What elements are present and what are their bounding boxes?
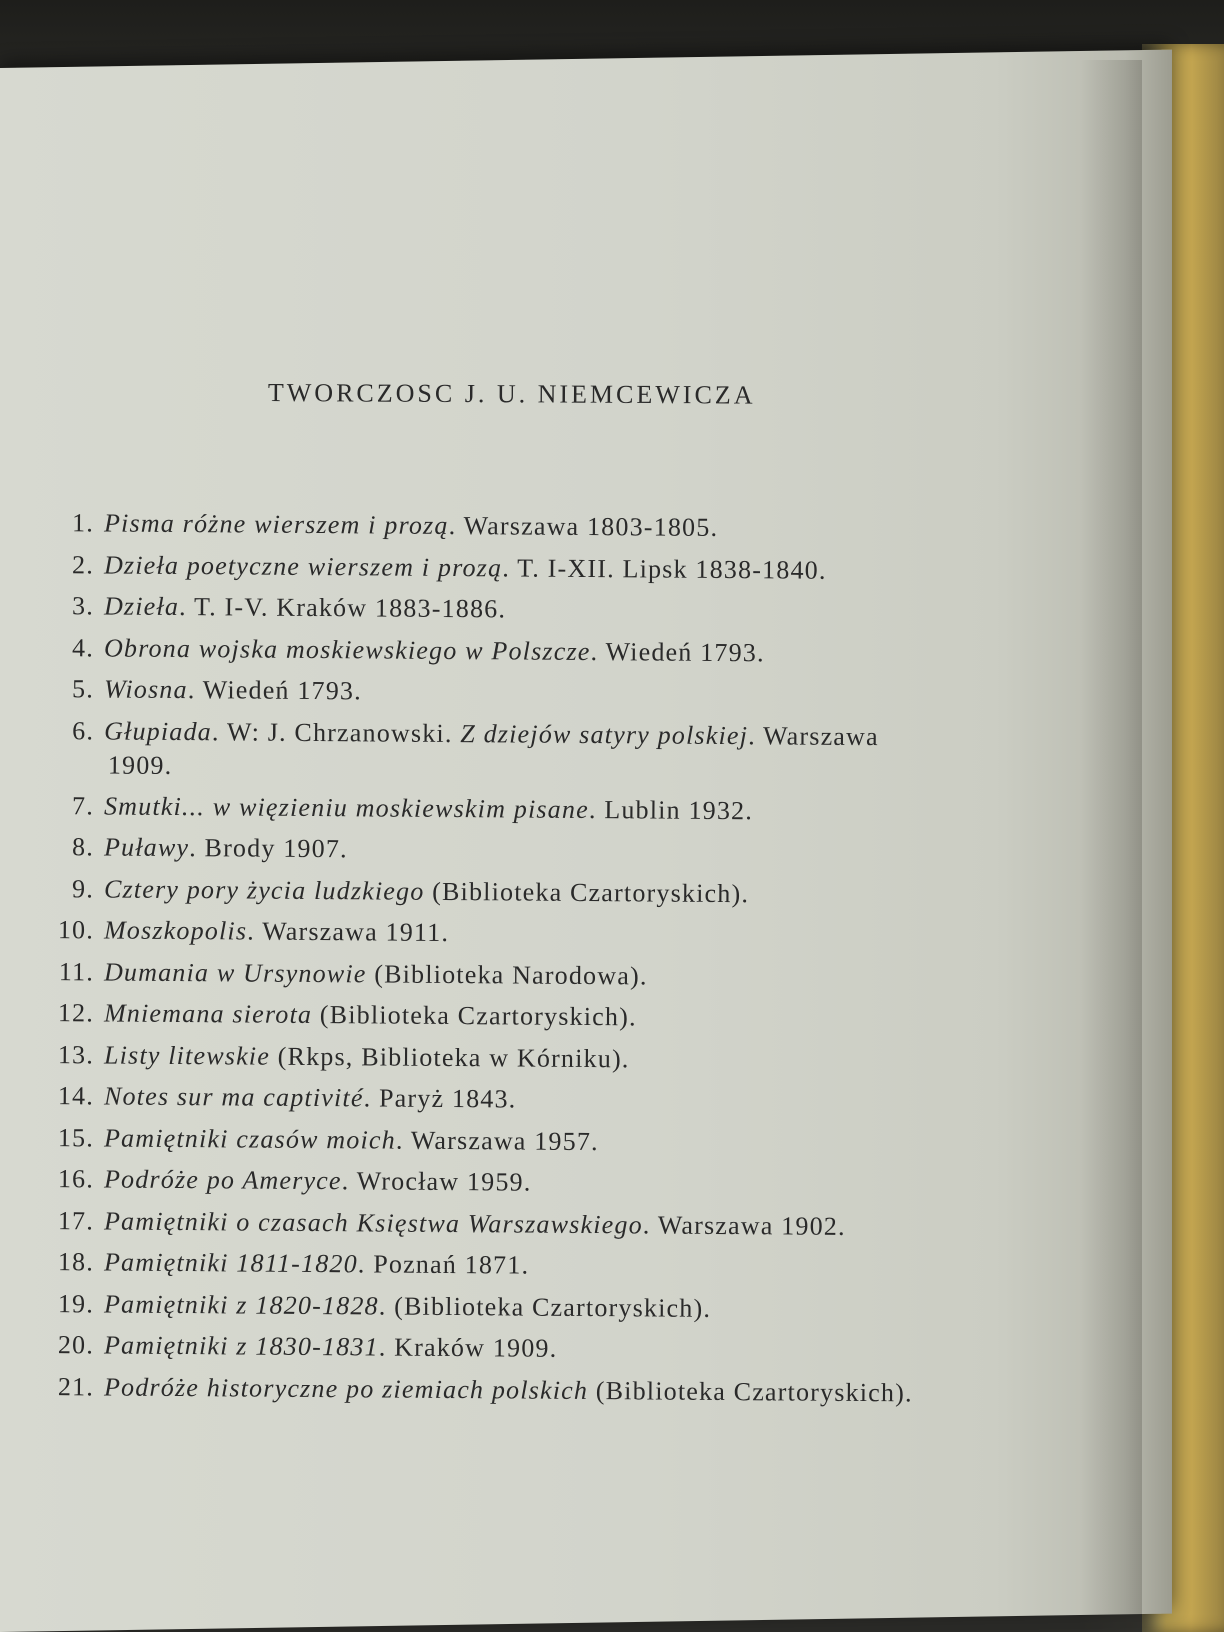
item-number: 14. xyxy=(57,1081,95,1111)
work-item xyxy=(40,631,1080,673)
work-item xyxy=(40,1162,1080,1204)
work-item xyxy=(40,1038,1080,1080)
work-details: (Rkps, Biblioteka w Kórniku). xyxy=(269,1041,630,1073)
work-details: . Warszawa 1911. xyxy=(247,916,450,947)
item-number: 21. xyxy=(57,1371,95,1401)
item-number: 19. xyxy=(57,1288,95,1318)
work-details: . Wrocław 1959. xyxy=(341,1166,532,1197)
item-number: 15. xyxy=(57,1122,95,1152)
work-item xyxy=(40,714,1080,790)
work-item xyxy=(40,913,1080,955)
work-details: (Biblioteka Czartoryskich). xyxy=(588,1375,913,1407)
work-title: Puławy xyxy=(103,832,190,863)
work-title: Pamiętniki 1811-1820 xyxy=(103,1247,358,1279)
work-title: Pamiętniki z 1830-1831 xyxy=(103,1330,379,1362)
item-number: 5. xyxy=(71,674,95,704)
work-item xyxy=(40,506,1080,548)
work-details: (Biblioteka Czartoryskich). xyxy=(312,999,637,1032)
item-number: 17. xyxy=(57,1205,95,1235)
work-title: Moszkopolis xyxy=(103,915,248,946)
work-item xyxy=(40,955,1080,997)
work-details-continuation: 1909. xyxy=(107,749,173,780)
work-details: (Biblioteka Narodowa). xyxy=(366,958,648,990)
item-number: 20. xyxy=(57,1330,95,1360)
work-details: . Lublin 1932. xyxy=(588,794,754,825)
work-details: . T. I-XII. Lipsk 1838-1840. xyxy=(502,552,827,585)
work-title: Podróże po Ameryce xyxy=(103,1164,342,1196)
work-title: Cztery pory życia ludzkiego xyxy=(103,873,425,906)
work-title: Dzieła poetyczne wierszem i prozą xyxy=(103,549,503,582)
item-number: 3. xyxy=(71,591,95,621)
work-title: Głupiada xyxy=(104,715,213,746)
item-number: 12. xyxy=(57,998,95,1028)
item-number: 9. xyxy=(71,873,95,903)
work-title: Notes sur ma captivité xyxy=(103,1081,364,1113)
work-title: Pamiętniki czasów moich xyxy=(103,1122,397,1155)
work-title: Pamiętniki z 1820-1828 xyxy=(103,1288,379,1320)
work-details: . Poznań 1871. xyxy=(357,1249,530,1280)
work-details: . Kraków 1909. xyxy=(378,1332,558,1363)
work-details: . Paryż 1843. xyxy=(363,1083,517,1114)
work-title: Wiosna xyxy=(103,674,188,705)
work-title: Dumania w Ursynowie xyxy=(103,956,367,988)
item-number: 11. xyxy=(58,956,95,986)
item-number: 16. xyxy=(57,1164,95,1194)
item-number: 6. xyxy=(72,715,95,745)
work-title: Listy litewskie xyxy=(103,1039,271,1071)
work-details: . Warszawa 1902. xyxy=(642,1209,846,1241)
work-item xyxy=(40,672,1080,714)
work-item xyxy=(40,1204,1080,1246)
item-number: 13. xyxy=(57,1039,95,1069)
work-item xyxy=(40,1079,1080,1121)
work-item xyxy=(40,589,1080,631)
item-number: 4. xyxy=(71,632,95,662)
work-item xyxy=(40,548,1080,590)
work-title: Smutki... w więzieniu moskiewskim pisane xyxy=(103,790,590,824)
work-title: Podróże historyczne po ziemiach polskich xyxy=(103,1371,589,1405)
item-number: 1. xyxy=(71,508,95,538)
work-item xyxy=(40,1245,1080,1287)
work-item xyxy=(40,789,1080,831)
item-number: 8. xyxy=(71,832,95,862)
work-details: . (Biblioteka Czartoryskich). xyxy=(378,1290,712,1323)
work-title: Mniemana sierota xyxy=(103,998,313,1029)
work-item xyxy=(40,830,1080,872)
work-details: . T. I-V. Kraków 1883-1886. xyxy=(178,592,507,624)
work-item xyxy=(40,996,1080,1038)
work-details: . Wiedeń 1793. xyxy=(590,636,765,667)
work-title: Pamiętniki o czasach Księstwa Warszawskiego xyxy=(103,1205,643,1239)
work-title: Obrona wojska moskiewskiego w Polszcze xyxy=(103,632,591,666)
item-number: 18. xyxy=(57,1247,95,1277)
work-details: . Warszawa 1803-1805. xyxy=(448,510,719,542)
item-number: 7. xyxy=(71,790,95,820)
item-number: 10. xyxy=(57,915,95,945)
work-details: . W: J. Chrzanowski. xyxy=(211,716,461,748)
work-details: (Biblioteka Czartoryskich). xyxy=(424,876,750,908)
work-item xyxy=(40,1328,1080,1370)
item-number: 2. xyxy=(71,549,95,579)
work-title: Pisma różne wierszem i prozą xyxy=(103,508,449,540)
works-list xyxy=(40,506,1080,1411)
work-title-secondary: Z dziejów satyry polskiej xyxy=(460,718,749,750)
work-item xyxy=(40,1121,1080,1163)
work-item xyxy=(40,1287,1080,1329)
work-item xyxy=(40,1370,1080,1412)
work-details: . Brody 1907. xyxy=(189,833,348,864)
page-title: TWORCZOSC J. U. NIEMCEWICZA xyxy=(267,378,756,410)
work-details: . Wiedeń 1793. xyxy=(187,675,363,706)
work-title: Dzieła xyxy=(103,591,180,622)
work-details-secondary: . Warszawa xyxy=(748,720,879,751)
work-details: . Warszawa 1957. xyxy=(395,1125,599,1156)
work-item xyxy=(40,872,1080,914)
